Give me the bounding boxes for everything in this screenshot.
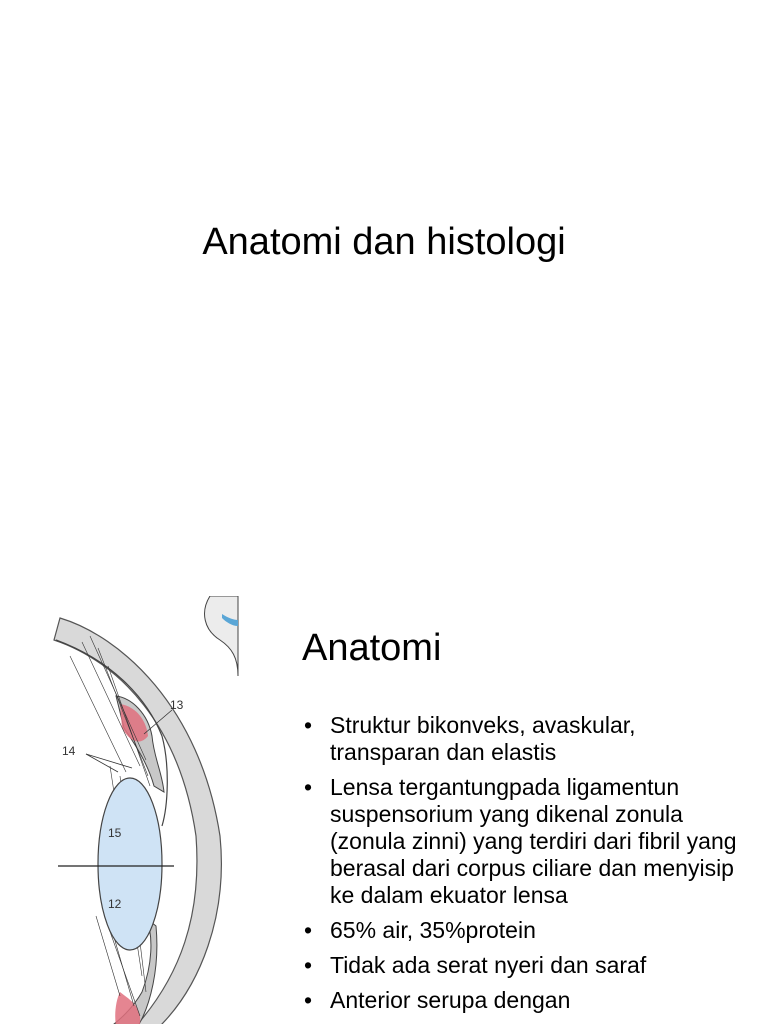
slide-title-heading: Anatomi dan histologi — [202, 221, 566, 263]
label-15: 15 — [108, 826, 122, 840]
bullet-item: • Lensa tergantungpada ligamentun suspensorium yang dikenal zonula (zonula zinni) yang terdiri dari fibril yang berasal dari corpus ciliare dan menyisip ke dalam ekuator lensa — [302, 774, 742, 909]
cornea-edge — [205, 596, 238, 676]
label-13: 13 — [170, 698, 184, 712]
bullet-item: • Tidak ada serat nyeri dan saraf — [302, 952, 742, 979]
label-12: 12 — [108, 897, 122, 911]
label-14: 14 — [62, 744, 76, 758]
section-title: Anatomi — [302, 627, 442, 669]
bullet-item: • Anterior serupa dengan — [302, 987, 742, 1014]
bullet-list — [302, 712, 742, 1022]
bullet-item: • Struktur bikonveks, avaskular, transparan dan elastis — [302, 712, 742, 766]
bullet-item: • 65% air, 35%protein — [302, 917, 742, 944]
eye-lens-diagram — [50, 596, 240, 1024]
leader-14b — [86, 754, 132, 768]
lens-shape — [98, 778, 162, 950]
ciliary-red-lower — [115, 992, 140, 1024]
leader-14a — [86, 754, 118, 772]
slide-anatomy — [0, 576, 768, 1024]
